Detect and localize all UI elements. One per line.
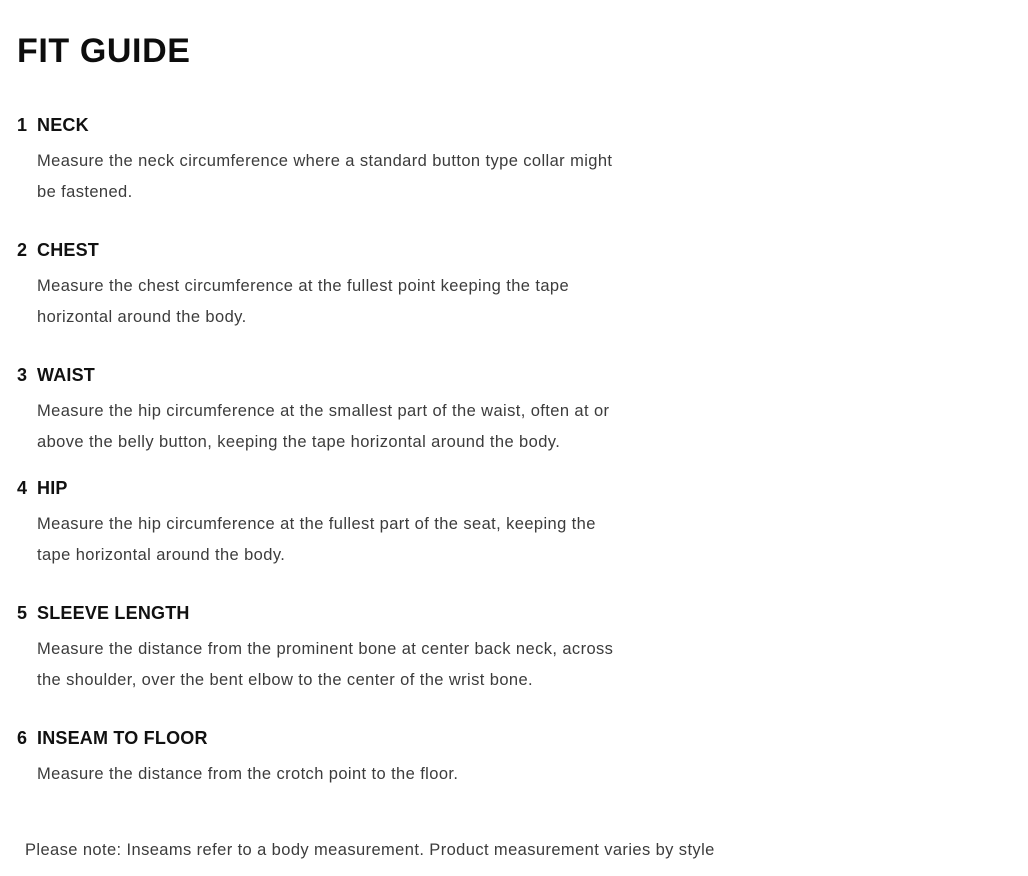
section-title: SLEEVE LENGTH xyxy=(37,603,190,623)
page-note: Please note: Inseams refer to a body measurement. Product measurement varies by style xyxy=(25,841,715,859)
fit-sections xyxy=(17,114,988,790)
section-number: 5 xyxy=(17,603,28,623)
section-heading-inseam-to-floor xyxy=(17,727,988,749)
page-title: FIT GUIDE xyxy=(17,32,191,70)
section-title: HIP xyxy=(37,478,68,498)
section-heading-waist xyxy=(17,364,988,386)
fit-section-inseam-to-floor xyxy=(17,727,988,790)
section-number: 3 xyxy=(17,365,28,385)
fit-section-sleeve-length xyxy=(17,602,988,696)
section-heading-hip xyxy=(17,477,988,499)
section-description: Measure the distance from the prominent bone at center back neck, across the shoulder, over the bent elbow to the center of the wrist bone. xyxy=(37,640,614,689)
section-title: NECK xyxy=(37,115,89,135)
section-number: 4 xyxy=(17,478,28,498)
section-heading-chest xyxy=(17,239,988,261)
section-description: Measure the distance from the crotch point to the floor. xyxy=(37,765,459,783)
section-heading-neck xyxy=(17,114,988,136)
section-description: Measure the neck circumference where a standard button type collar might be fastened. xyxy=(37,152,613,201)
fit-section-neck xyxy=(17,114,988,208)
section-title: WAIST xyxy=(37,365,95,385)
section-title: CHEST xyxy=(37,240,100,260)
section-description: Measure the hip circumference at the smallest part of the waist, often at or above the belly button, keeping the tape horizontal around the body. xyxy=(37,402,610,451)
fit-section-waist xyxy=(17,364,988,458)
section-number: 2 xyxy=(17,240,28,260)
section-number: 6 xyxy=(17,728,28,748)
section-number: 1 xyxy=(17,115,28,135)
fit-section-hip xyxy=(17,477,988,571)
section-description: Measure the chest circumference at the fullest point keeping the tape horizontal around the body. xyxy=(37,277,570,326)
fit-section-chest xyxy=(17,239,988,333)
section-heading-sleeve-length xyxy=(17,602,988,624)
section-title: INSEAM TO FLOOR xyxy=(37,728,208,748)
section-description: Measure the hip circumference at the fullest part of the seat, keeping the tape horizontal around the body. xyxy=(37,515,596,564)
